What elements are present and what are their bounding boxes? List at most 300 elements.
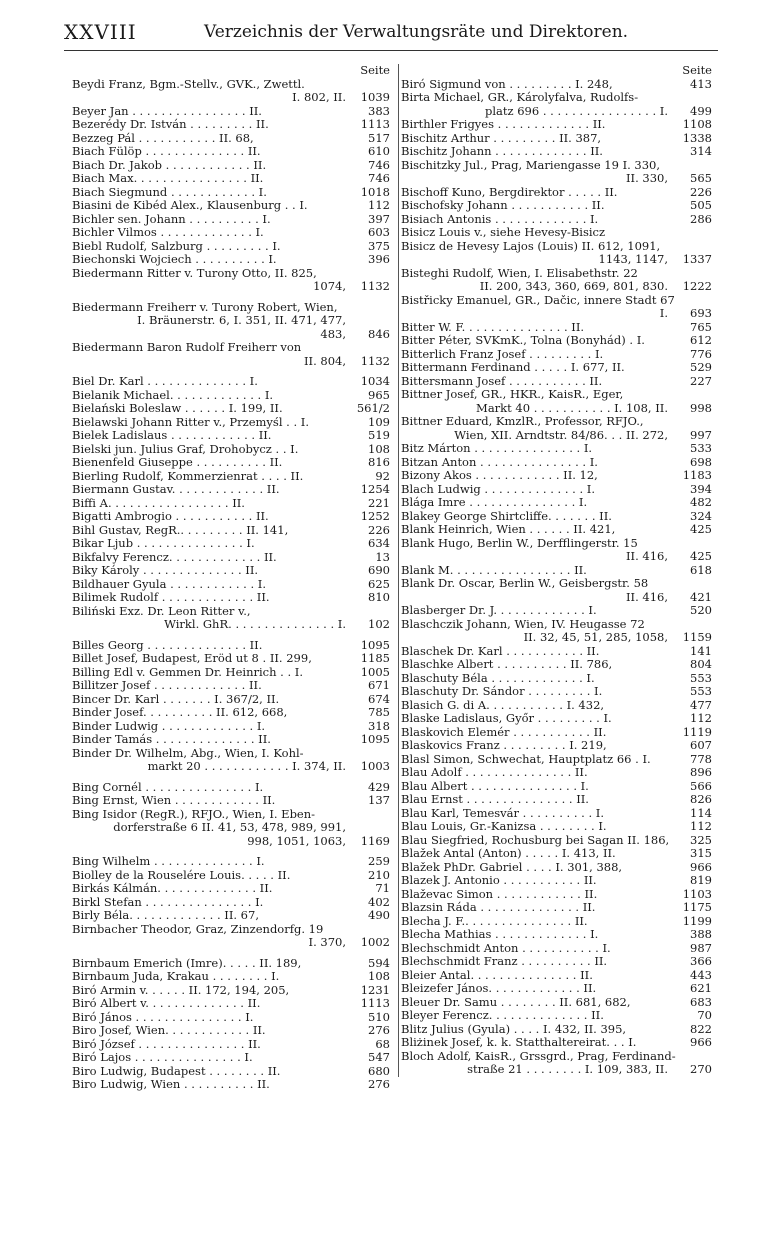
- entry-line: [72, 145, 390, 159]
- index-entry: [72, 213, 390, 227]
- entry-line: [72, 524, 390, 538]
- index-entry: [401, 847, 712, 861]
- page-ref: 1199: [682, 913, 712, 928]
- page-ref: 746: [368, 157, 390, 172]
- entry-text: Blaskovich Elemér . . . . . . . . . . . II.: [401, 725, 607, 739]
- entry-line: [401, 1009, 712, 1023]
- index-entry: [401, 1009, 712, 1023]
- entry-text: Blecha J. F.. . . . . . . . . . . . . . . II.: [401, 914, 588, 928]
- entry-gap: [72, 950, 390, 957]
- index-entry: [401, 658, 712, 672]
- entry-line: [72, 957, 390, 971]
- entry-text: Bielski jun. Julius Graf, Drohobycz . . I.: [72, 442, 299, 456]
- entry-text: Birkás Kálmán. . . . . . . . . . . . . . II.: [72, 882, 273, 895]
- index-entry: [72, 551, 390, 565]
- entry-text: 998, 1051, 1063,: [247, 834, 346, 848]
- entry-line: [401, 753, 712, 767]
- entry-line: [72, 835, 390, 849]
- index-entry: [72, 666, 390, 680]
- entry-line: [401, 442, 712, 456]
- entry-line: [401, 240, 712, 254]
- entry-text: Bleuer Dr. Samu . . . . . . . . II. 681, 682,: [401, 995, 631, 1009]
- index-entry: [72, 882, 390, 896]
- page-ref: 966: [690, 859, 712, 874]
- index-entry: [72, 389, 390, 403]
- entry-text: Blechschmidt Franz . . . . . . . . . . II.: [401, 955, 608, 968]
- entry-line: [72, 443, 390, 457]
- index-entry: [401, 442, 712, 456]
- index-entry: [72, 78, 390, 105]
- entry-text: Biffi A. . . . . . . . . . . . . . . . . II.: [72, 496, 245, 510]
- entry-gap: [72, 632, 390, 639]
- page-ref: 68: [375, 1036, 390, 1051]
- entry-line: [72, 909, 390, 923]
- entry-line: [72, 172, 390, 186]
- entry-text: Blaske Ladislaus, Győr . . . . . . . . . I.: [401, 712, 612, 725]
- entry-line: [401, 591, 712, 605]
- entry-line: [401, 523, 712, 537]
- index-entry: [72, 808, 390, 849]
- page-ref: 510: [368, 1009, 390, 1024]
- entry-line: [401, 105, 712, 119]
- entry-line: [72, 1038, 390, 1052]
- index-entry: [401, 1023, 712, 1037]
- entry-text: Birkl Stefan . . . . . . . . . . . . . . . I.: [72, 895, 264, 909]
- index-entry: [72, 429, 390, 443]
- entry-text: Bezerédy Dr. István . . . . . . . . . II.: [72, 118, 269, 131]
- entry-text: II. 200, 343, 360, 669, 801, 830.: [479, 280, 668, 293]
- entry-text: Biach Max. . . . . . . . . . . . . . . . II.: [72, 172, 264, 185]
- page-ref: 561/2: [356, 401, 390, 415]
- index-entry: [401, 807, 712, 821]
- entry-text: Biro Ludwig, Budapest . . . . . . . . II.: [72, 1064, 281, 1078]
- entry-line: [72, 470, 390, 484]
- entry-line: [401, 942, 712, 956]
- entry-line: [72, 578, 390, 592]
- page-ref: 778: [690, 751, 712, 766]
- page-ref: 421: [690, 589, 712, 604]
- index-entry: [401, 186, 712, 200]
- index-entry: [72, 1038, 390, 1052]
- entry-text: Binder Josef. . . . . . . . . . II. 612, 668,: [72, 706, 288, 719]
- index-entry: [72, 186, 390, 200]
- entry-text: Beydi Franz, Bgm.-Stellv., GVK., Zwettl.: [72, 77, 305, 91]
- index-entry: [72, 159, 390, 173]
- entry-line: [401, 726, 712, 740]
- entry-text: Biro Ludwig, Wien . . . . . . . . . . II.: [72, 1078, 270, 1091]
- entry-text: Binder Ludwig . . . . . . . . . . . . . I.: [72, 719, 266, 733]
- entry-text: Bisicz de Hevesy Lajos (Louis) II. 612, 1091,: [401, 239, 661, 253]
- index-entry: [401, 915, 712, 929]
- entry-text: Blecha Mathias . . . . . . . . . . . . . I.: [401, 928, 599, 941]
- entry-text: Blaschuty Dr. Sándor . . . . . . . . . I.: [401, 685, 603, 698]
- entry-text: Blau Adolf . . . . . . . . . . . . . . . II.: [401, 766, 588, 779]
- page-ref: 565: [690, 171, 712, 185]
- entry-line: [72, 328, 390, 342]
- index-entry: [401, 145, 712, 159]
- page-ref: 1095: [360, 732, 390, 746]
- page-ref: 112: [690, 711, 712, 725]
- index-entry: [401, 618, 712, 645]
- page-ref: 114: [690, 805, 712, 820]
- index-entry: [72, 706, 390, 720]
- page-ref: 785: [368, 705, 390, 719]
- entry-text: Bitter W. F. . . . . . . . . . . . . . . II.: [401, 320, 585, 334]
- entry-line: [401, 955, 712, 969]
- entry-line: [401, 982, 712, 996]
- entry-line: [401, 253, 712, 267]
- entry-line: [401, 186, 712, 200]
- index-entry: [72, 1078, 390, 1092]
- page-ref: 227: [690, 373, 712, 388]
- entry-text: platz 696 . . . . . . . . . . . . . . . . I.: [484, 104, 668, 118]
- index-entry: [72, 970, 390, 984]
- index-entry: [72, 984, 390, 998]
- index-entry: [401, 483, 712, 497]
- entry-line: [401, 699, 712, 713]
- entry-line: [72, 1011, 390, 1025]
- page-ref: 505: [690, 198, 712, 212]
- index-entry: [72, 510, 390, 524]
- index-entry: [401, 348, 712, 362]
- entry-text: Bleier Antal. . . . . . . . . . . . . . . II.: [401, 968, 593, 982]
- entry-text: Billes Georg . . . . . . . . . . . . . . II.: [72, 638, 263, 652]
- entry-text: II. 32, 45, 51, 285, 1058,: [523, 631, 668, 644]
- index-entry: [72, 172, 390, 186]
- page-ref: 621: [690, 981, 712, 995]
- entry-text: Birthler Frigyes . . . . . . . . . . . . . II.: [401, 118, 606, 131]
- index-entry: [401, 645, 712, 659]
- entry-text: Bizony Akos . . . . . . . . . . . . II. 12,: [401, 469, 598, 482]
- entry-line: [72, 1065, 390, 1079]
- entry-text: Blaschek Dr. Karl . . . . . . . . . . . II.: [401, 644, 600, 658]
- page-ref: 324: [690, 508, 712, 523]
- page-ref: 92: [375, 468, 390, 483]
- entry-line: [401, 213, 712, 227]
- entry-text: Blank Dr. Oscar, Berlin W., Geisbergstr. 58: [401, 577, 649, 590]
- entry-text: Blakey George Shirtcliffe. . . . . . . II.: [401, 509, 612, 523]
- entry-text: Bielański Boleslaw . . . . . . I. 199, II.: [72, 402, 283, 415]
- entry-line: [401, 888, 712, 902]
- page-ref: 816: [368, 455, 390, 469]
- entry-line: [401, 1036, 712, 1050]
- page-ref: 1039: [360, 90, 390, 104]
- index-entry: [72, 1011, 390, 1025]
- page-ref: 1338: [682, 130, 712, 145]
- entry-text: Bleizefer János. . . . . . . . . . . . . II.: [401, 982, 597, 995]
- entry-text: Bing Isidor (RegR.), RFJO., Wien, I. Eben-: [72, 807, 316, 821]
- page-ref: 1175: [682, 900, 712, 914]
- entry-text: Biró József . . . . . . . . . . . . . . . II.: [72, 1037, 261, 1051]
- page-ref: 1159: [682, 630, 712, 644]
- index-entry: [401, 159, 712, 186]
- entry-text: Birnbaum Emerich (Imre). . . . . II. 189,: [72, 956, 302, 970]
- index-entry: [401, 604, 712, 618]
- index-entry: [72, 443, 390, 457]
- entry-text: Birta Michael, GR., Károlyfalva, Rudolfs-: [401, 91, 639, 104]
- entry-text: Blasl Simon, Schwechat, Hauptplatz 66 . I.: [401, 752, 651, 766]
- left-column: [72, 64, 390, 1092]
- entry-line: [72, 693, 390, 707]
- entry-text: Bienenfeld Giuseppe . . . . . . . . . . II.: [72, 456, 283, 469]
- page-ref: 286: [690, 211, 712, 226]
- index-entry: [72, 564, 390, 578]
- entry-line: [72, 855, 390, 869]
- page-ref: 1185: [360, 651, 390, 665]
- page-ref: 396: [368, 252, 390, 266]
- entry-line: [72, 984, 390, 998]
- page-ref: 318: [368, 718, 390, 733]
- entry-line: [401, 739, 712, 753]
- entry-text: Bistřicky Emanuel, GR., Dačic, innere Stadt 67: [401, 293, 675, 307]
- entry-line: [401, 132, 712, 146]
- page-ref: 394: [690, 481, 712, 496]
- entry-line: [401, 915, 712, 929]
- entry-line: [72, 706, 390, 720]
- page-ref: 375: [368, 238, 390, 253]
- right-column: [398, 64, 712, 1077]
- index-entry: [401, 820, 712, 834]
- entry-text: Bielanik Michael. . . . . . . . . . . . . I.: [72, 388, 274, 402]
- entry-text: Bitter Péter, SVKmK., Tolna (Bonyhád) . I.: [401, 334, 645, 347]
- entry-line: [401, 1023, 712, 1037]
- page-ref: 102: [368, 617, 390, 631]
- entry-text: Bischitzky Jul., Prag, Mariengasse 19 I. 330,: [401, 158, 661, 172]
- page-ref: 846: [368, 326, 390, 341]
- entry-line: [401, 780, 712, 794]
- index-entry: [401, 132, 712, 146]
- page-ref: 477: [690, 697, 712, 712]
- entry-line: [401, 429, 712, 443]
- entry-text: Biró Sigmund von . . . . . . . . . I. 248,: [401, 77, 613, 91]
- entry-line: [401, 712, 712, 726]
- entry-line: [72, 483, 390, 497]
- entry-line: [401, 199, 712, 213]
- index-entry: [72, 855, 390, 869]
- entry-line: [401, 996, 712, 1010]
- page-ref: 1337: [682, 252, 712, 266]
- entry-text: Blága Imre . . . . . . . . . . . . . . . I.: [401, 496, 588, 509]
- index-entry: [72, 199, 390, 213]
- page-ref: 429: [368, 779, 390, 794]
- index-entry: [401, 118, 712, 132]
- entry-line: [401, 577, 712, 591]
- entry-text: Blaževac Simon . . . . . . . . . . . . II.: [401, 887, 598, 901]
- entry-line: [401, 145, 712, 159]
- page-ref: 1252: [360, 509, 390, 523]
- page-ref: 965: [368, 387, 390, 402]
- entry-text: Binder Dr. Wilhelm, Abg., Wien, I. Kohl-: [72, 746, 304, 760]
- index-entry: [72, 483, 390, 497]
- entry-text: Bittersmann Josef . . . . . . . . . . . II.: [401, 374, 603, 388]
- page-ref: 13: [375, 549, 390, 564]
- entry-line: [401, 564, 712, 578]
- entry-line: [72, 497, 390, 511]
- index-entry: [401, 739, 712, 753]
- entry-text: Biedermann Ritter v. Turony Otto, II. 825,: [72, 266, 317, 280]
- page-ref: 210: [368, 867, 390, 882]
- index-entry: [401, 1050, 712, 1077]
- page-ref: 366: [690, 954, 712, 968]
- entry-line: [401, 415, 712, 429]
- page-ref: 1169: [360, 833, 390, 848]
- page-ref: 413: [690, 76, 712, 91]
- entry-text: Billet Josef, Budapest, Eröd ut 8 . II. 299,: [72, 652, 312, 665]
- index-entry: [72, 456, 390, 470]
- page-ref: 594: [368, 955, 390, 970]
- entry-text: I. Bräunerstr. 6, I. 351, II. 471, 477,: [137, 314, 346, 327]
- entry-line: [72, 199, 390, 213]
- entry-line: [401, 618, 712, 632]
- entry-line: [401, 766, 712, 780]
- entry-text: Bichler Vilmos . . . . . . . . . . . . . I.: [72, 226, 264, 239]
- page-header: [64, 20, 718, 51]
- entry-line: [72, 301, 390, 315]
- entry-line: [401, 483, 712, 497]
- entry-line: [72, 240, 390, 254]
- index-entry: [72, 240, 390, 254]
- entry-line: [72, 416, 390, 430]
- page-ref: 315: [690, 846, 712, 860]
- entry-text: Bitz Márton . . . . . . . . . . . . . . . I.: [401, 442, 593, 455]
- entry-text: Markt 40 . . . . . . . . . . . I. 108, II.: [476, 401, 668, 415]
- entry-text: Bischitz Johann . . . . . . . . . . . . . II.: [401, 145, 603, 158]
- entry-text: Biró Armin v. . . . . . II. 172, 194, 205,: [72, 983, 290, 997]
- entry-line: [401, 456, 712, 470]
- entry-text: Bleyer Ferencz. . . . . . . . . . . . . . II.: [401, 1009, 604, 1022]
- index-entry: [72, 301, 390, 342]
- entry-text: Binder Tamás . . . . . . . . . . . . . . II.: [72, 733, 271, 746]
- index-entry: [401, 388, 712, 415]
- page-ref: 618: [690, 562, 712, 577]
- entry-line: [72, 551, 390, 565]
- index-entry: [72, 794, 390, 808]
- seite-label: Seite: [682, 63, 712, 77]
- index-entry: [72, 869, 390, 883]
- entry-text: Blau Albert . . . . . . . . . . . . . . . I.: [401, 779, 589, 793]
- index-entry: [72, 341, 390, 368]
- page-ref: 566: [690, 778, 712, 793]
- entry-line: [401, 658, 712, 672]
- entry-line: [72, 923, 390, 937]
- page-ref: 388: [690, 927, 712, 941]
- page-ref: 610: [368, 144, 390, 158]
- entry-text: Wien, XII. Arndtstr. 84/86. . . II. 272,: [454, 428, 668, 442]
- entry-line: [401, 847, 712, 861]
- entry-line: [401, 550, 712, 564]
- index-entry: [401, 510, 712, 524]
- entry-text: Bildhauer Gyula . . . . . . . . . . . . I.: [72, 577, 267, 591]
- page-ref: 693: [690, 306, 712, 320]
- index-entry: [72, 1065, 390, 1079]
- entry-line: [72, 618, 390, 632]
- entry-line: [401, 375, 712, 389]
- entry-text: Blau Karl, Temesvár . . . . . . . . . . I.: [401, 806, 604, 820]
- index-entry: [401, 334, 712, 348]
- entry-text: Blau Ernst . . . . . . . . . . . . . . . II.: [401, 793, 589, 806]
- page-ref: 997: [690, 427, 712, 442]
- entry-text: Bielawski Johann Ritter v., Przemyśl . . I.: [72, 415, 309, 429]
- entry-line: [72, 537, 390, 551]
- entry-line: [72, 389, 390, 403]
- page-ref: 397: [368, 211, 390, 226]
- entry-text: 483,: [320, 327, 346, 341]
- page-ref: 325: [690, 832, 712, 847]
- entry-line: [72, 1078, 390, 1092]
- entry-text: II. 804,: [303, 354, 346, 368]
- entry-text: II. 416,: [625, 590, 668, 604]
- entry-text: Bierling Rudolf, Kommerzienrat . . . . II.: [72, 469, 304, 483]
- entry-text: Biel Dr. Karl . . . . . . . . . . . . . . I.: [72, 375, 258, 388]
- page-ref: 822: [690, 1021, 712, 1036]
- index-entry: [72, 105, 390, 119]
- entry-line: [401, 645, 712, 659]
- index-entry: [401, 213, 712, 227]
- entry-line: [72, 781, 390, 795]
- entry-text: Blazek J. Antonio . . . . . . . . . . . II.: [401, 874, 597, 887]
- entry-line: [401, 159, 712, 173]
- page-ref: 1132: [360, 353, 390, 368]
- entry-line: [401, 510, 712, 524]
- page-ref: 109: [368, 414, 390, 429]
- entry-line: [401, 321, 712, 335]
- index-entry: [401, 361, 712, 375]
- entry-text: Blank M. . . . . . . . . . . . . . . . . II.: [401, 563, 587, 577]
- index-entry: [401, 753, 712, 767]
- page-ref: 112: [368, 198, 390, 212]
- entry-text: I.: [659, 307, 668, 320]
- entry-text: Bisicz Louis v., siehe Hevesy-Bisicz: [401, 226, 606, 239]
- index-entry: [401, 942, 712, 956]
- entry-text: Billitzer Josef . . . . . . . . . . . . . II.: [72, 679, 262, 692]
- entry-line: [401, 807, 712, 821]
- page-ref: 1222: [682, 279, 712, 293]
- entry-line: [72, 997, 390, 1011]
- page-ref: 108: [368, 441, 390, 456]
- index-entry: [72, 416, 390, 430]
- index-entry: [72, 578, 390, 592]
- entry-line: [401, 91, 712, 105]
- page-ref: 1034: [360, 374, 390, 388]
- entry-text: Biedermann Baron Rudolf Freiherr von: [72, 341, 302, 354]
- entry-text: Bihl Gustav, RegR.. . . . . . . . . II. 141,: [72, 523, 289, 537]
- page-ref: 1231: [360, 982, 390, 997]
- entry-line: [401, 672, 712, 686]
- entry-text: Bitterlich Franz Josef . . . . . . . . . I.: [401, 347, 604, 361]
- page-ref: 112: [690, 819, 712, 833]
- entry-line: [72, 78, 390, 92]
- entry-text: Bischitz Arthur . . . . . . . . . II. 387,: [401, 131, 602, 145]
- page-ref: 425: [690, 522, 712, 536]
- index-entry: [401, 685, 712, 699]
- entry-line: [72, 970, 390, 984]
- entry-text: Biach Fülöp . . . . . . . . . . . . . . II.: [72, 145, 261, 158]
- page-ref: 553: [690, 684, 712, 698]
- entry-text: Birnbaum Juda, Krakau . . . . . . . . I.: [72, 970, 280, 983]
- page-ref: 671: [368, 678, 390, 692]
- entry-text: Bielek Ladislaus . . . . . . . . . . . . II.: [72, 429, 272, 442]
- entry-line: [401, 496, 712, 510]
- page-ref: 603: [368, 225, 390, 239]
- entry-text: Birnbacher Theodor, Graz, Zinzendorfg. 19: [72, 922, 324, 936]
- page-ref: 765: [690, 319, 712, 334]
- page-ref: 746: [368, 171, 390, 185]
- index-entry: [401, 91, 712, 118]
- entry-text: Blaschuty Béla . . . . . . . . . . . . . I.: [401, 671, 595, 685]
- entry-text: Bisteghi Rudolf, Wien, I. Elisabethstr. 22: [401, 266, 638, 280]
- entry-text: Blaschke Albert . . . . . . . . . . II. 786,: [401, 658, 613, 671]
- page-number: XXVIII: [64, 20, 137, 44]
